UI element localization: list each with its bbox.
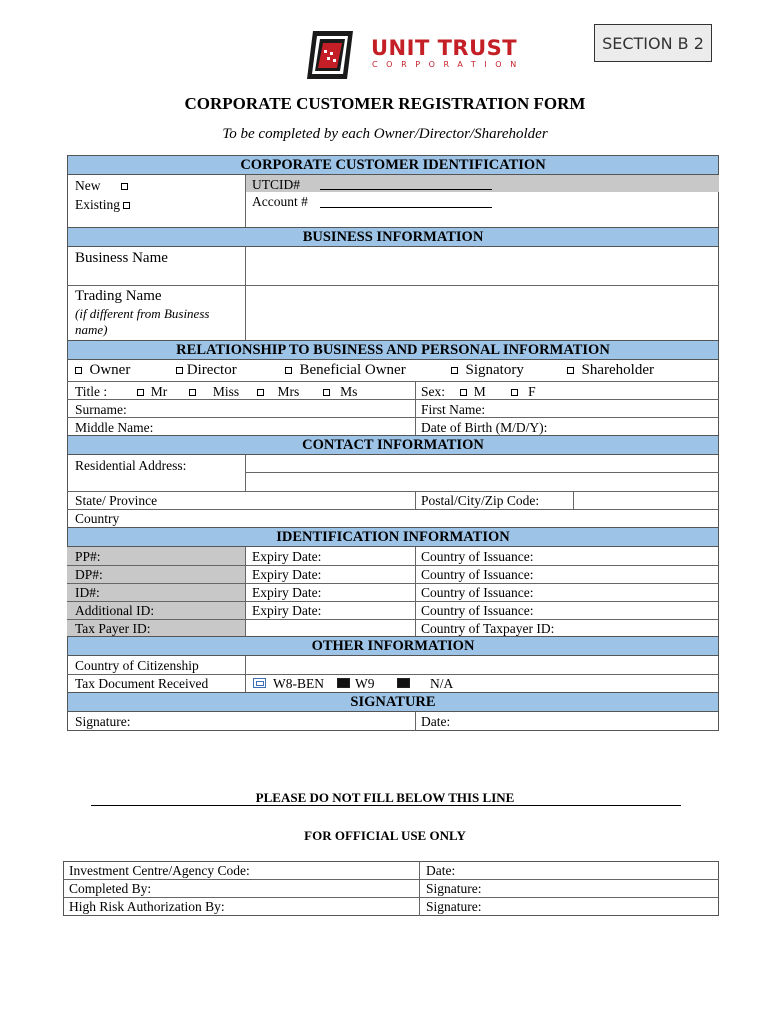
identification-heading: CORPORATE CUSTOMER IDENTIFICATION [67, 155, 719, 175]
high-risk-auth-label[interactable]: High Risk Authorization By: [69, 899, 225, 914]
do-not-fill-notice: PLEASE DO NOT FILL BELOW THIS LINE [255, 790, 515, 805]
residential-address-label: Residential Address: [75, 458, 187, 473]
other-heading: OTHER INFORMATION [67, 636, 719, 656]
signature-heading: SIGNATURE [67, 692, 719, 712]
utcid-label: UTCID# [252, 177, 300, 192]
address-line-1-input[interactable] [246, 456, 718, 472]
dp-label: DP#: [75, 567, 103, 582]
title-label: Title : [75, 384, 108, 399]
official-date-label[interactable]: Date: [426, 863, 456, 878]
w8ben-label: W8-BEN [273, 676, 324, 691]
form-subtitle: To be completed by each Owner/Director/Shareholder [222, 126, 548, 142]
role-director[interactable]: Director [176, 362, 237, 379]
sex-label: Sex: [421, 384, 446, 399]
role-shareholder[interactable]: Shareholder [567, 362, 654, 379]
postal-input[interactable] [574, 492, 718, 508]
first-name-label[interactable]: First Name: [421, 402, 486, 417]
relationship-heading: RELATIONSHIP TO BUSINESS AND PERSONAL INFORMATION [67, 340, 719, 360]
state-label: State/ Province [75, 493, 158, 508]
middle-name-label[interactable]: Middle Name: [75, 420, 154, 435]
completed-by-label[interactable]: Completed By: [69, 881, 152, 896]
account-input[interactable] [320, 207, 492, 208]
w9-checkbox[interactable] [337, 678, 350, 688]
pp-country-label[interactable]: Country of Issuance: [421, 549, 534, 564]
role-signatory[interactable]: Signatory [451, 362, 524, 379]
title-mrs[interactable]: Mrs [257, 383, 299, 400]
existing-option[interactable]: Existing [75, 196, 130, 213]
signature-label[interactable]: Signature: [75, 714, 131, 729]
official-signature-label-2[interactable]: Signature: [426, 899, 482, 914]
sex-m[interactable]: M [460, 383, 486, 400]
trading-name-note: (if different from Business name) [75, 306, 210, 337]
brand-name: UNIT TRUST [371, 36, 518, 60]
business-name-label: Business Name [75, 250, 168, 266]
trading-name-label: Trading Name [75, 288, 162, 304]
surname-label[interactable]: Surname: [75, 402, 127, 417]
na-checkbox[interactable] [397, 678, 410, 688]
citizenship-label: Country of Citizenship [75, 658, 199, 673]
business-heading: BUSINESS INFORMATION [67, 227, 719, 247]
w8ben-checkbox[interactable] [253, 678, 266, 688]
id-heading: IDENTIFICATION INFORMATION [67, 527, 719, 547]
taxpayer-country-label[interactable]: Country of Taxpayer ID: [421, 621, 555, 636]
title-ms[interactable]: Ms [323, 383, 357, 400]
postal-label: Postal/City/Zip Code: [421, 493, 540, 508]
dp-expiry-label[interactable]: Expiry Date: [252, 567, 322, 582]
additional-id-country-label[interactable]: Country of Issuance: [421, 603, 534, 618]
brand-subname: CORPORATION [372, 60, 525, 69]
additional-id-label: Additional ID: [75, 603, 155, 618]
contact-heading: CONTACT INFORMATION [67, 435, 719, 455]
title-mr[interactable]: Mr [137, 383, 167, 400]
address-line-2-input[interactable] [246, 473, 718, 490]
signature-date-label[interactable]: Date: [421, 714, 451, 729]
sex-f[interactable]: F [511, 383, 536, 400]
agency-code-label[interactable]: Investment Centre/Agency Code: [69, 863, 250, 878]
additional-id-expiry-label[interactable]: Expiry Date: [252, 603, 322, 618]
official-use-heading: FOR OFFICIAL USE ONLY [304, 828, 466, 843]
tax-doc-label: Tax Document Received [75, 676, 209, 691]
role-owner[interactable]: Owner [75, 362, 130, 379]
role-beneficial-owner[interactable]: Beneficial Owner [285, 362, 406, 379]
tax-payer-id-label: Tax Payer ID: [75, 621, 151, 636]
title-miss[interactable]: Miss [189, 383, 239, 400]
trading-name-input[interactable] [246, 286, 718, 340]
existing-checkbox[interactable] [123, 202, 130, 209]
dp-country-label[interactable]: Country of Issuance: [421, 567, 534, 582]
section-label: SECTION B 2 [594, 24, 712, 62]
country-label[interactable]: Country [75, 511, 120, 526]
dob-label[interactable]: Date of Birth (M/D/Y): [421, 420, 548, 435]
new-option[interactable]: New [75, 177, 128, 194]
citizenship-input[interactable] [246, 657, 718, 673]
id-country-label[interactable]: Country of Issuance: [421, 585, 534, 600]
official-signature-label-1[interactable]: Signature: [426, 881, 482, 896]
id-label: ID#: [75, 585, 100, 600]
business-name-input[interactable] [246, 248, 718, 285]
na-label: N/A [430, 676, 454, 691]
unit-trust-logo-icon [303, 28, 357, 82]
pp-expiry-label[interactable]: Expiry Date: [252, 549, 322, 564]
w9-label: W9 [355, 676, 375, 691]
account-label: Account # [252, 194, 308, 209]
pp-label: PP#: [75, 549, 101, 564]
form-title: CORPORATE CUSTOMER REGISTRATION FORM [184, 94, 586, 113]
new-checkbox[interactable] [121, 183, 128, 190]
utcid-input[interactable] [320, 189, 492, 190]
id-expiry-label[interactable]: Expiry Date: [252, 585, 322, 600]
